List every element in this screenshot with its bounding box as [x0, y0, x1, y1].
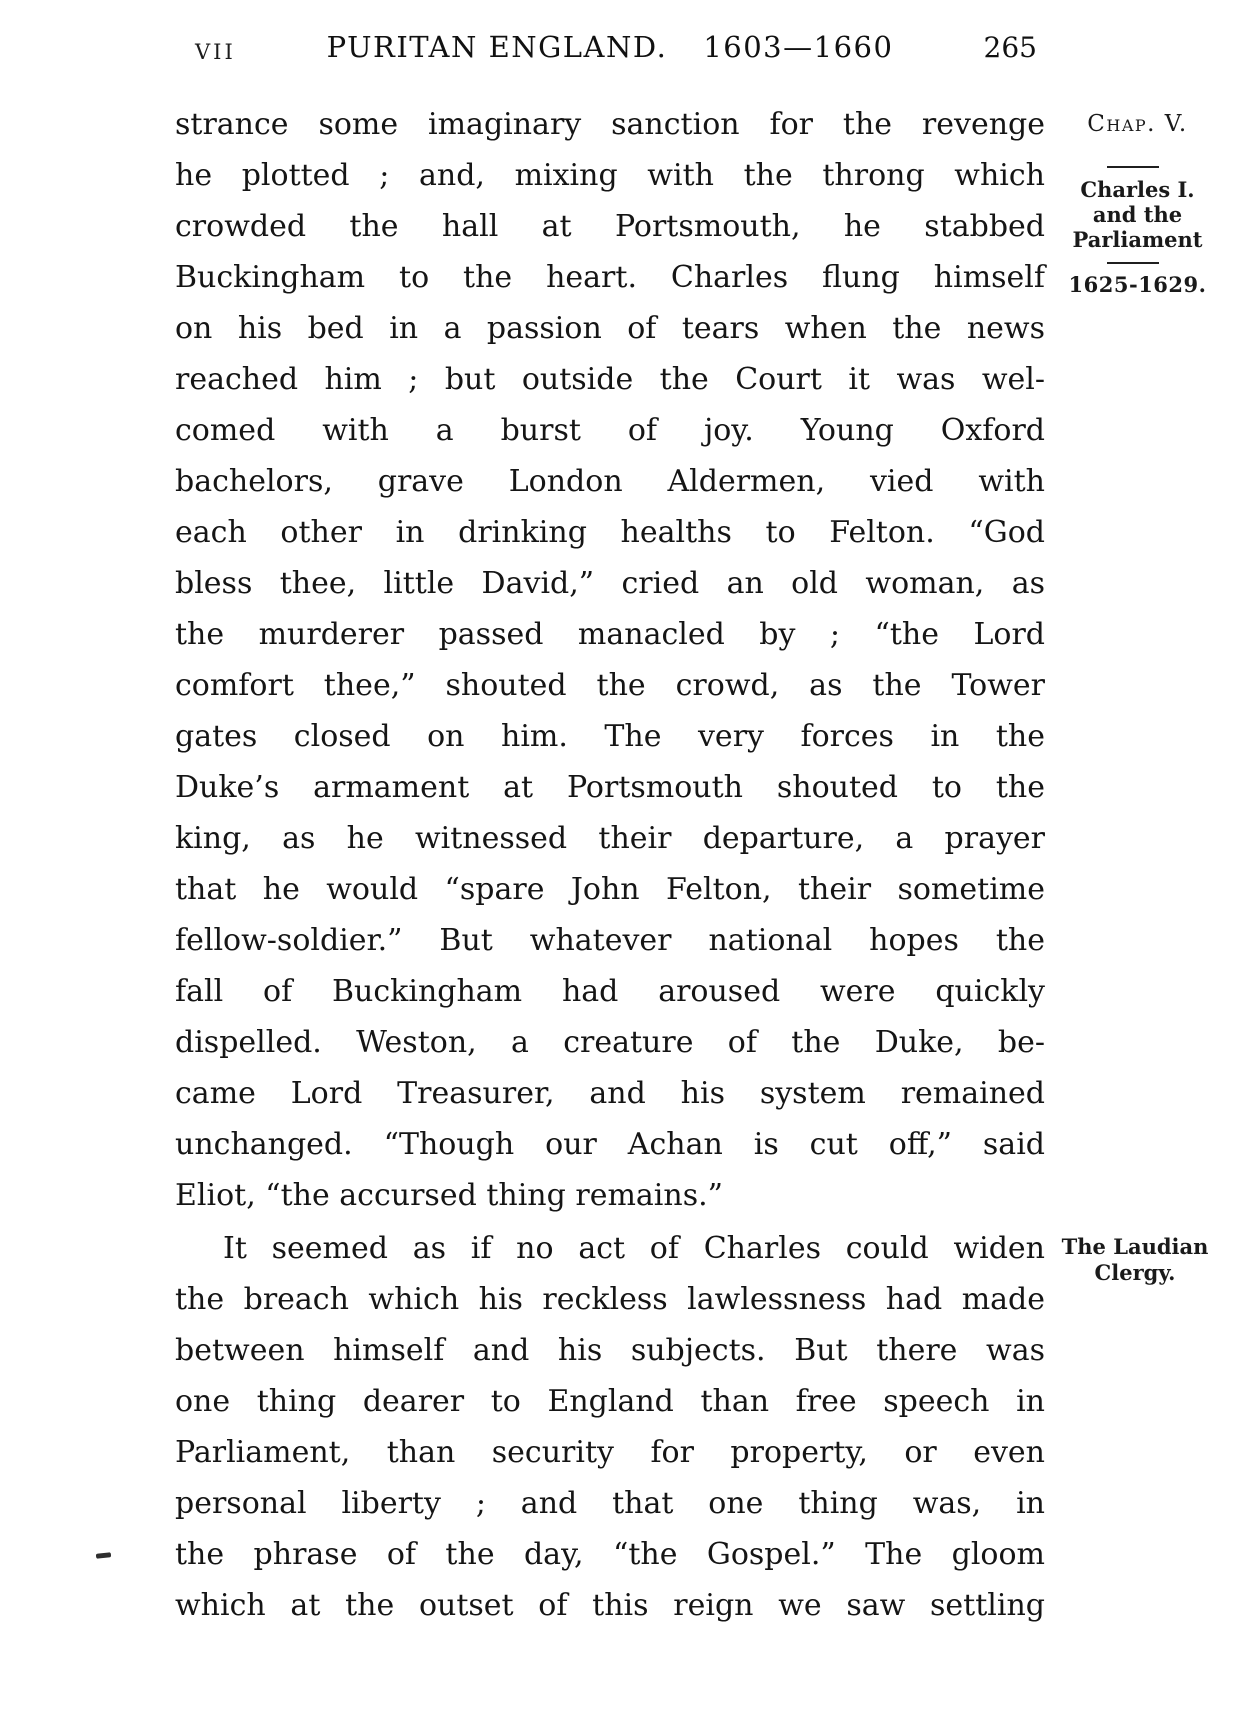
text-line: each other in drinking healths to Felton. “God [175, 515, 1045, 550]
sidenote-divider-rule [1107, 166, 1159, 168]
stray-ink-mark [96, 1552, 111, 1559]
sidenote-laudian-clergy [1050, 1234, 1220, 1286]
header-title-group [175, 30, 1045, 64]
sidenote-line: Parliament [1072, 227, 1203, 252]
text-line: Duke’s armament at Portsmouth shouted to the [175, 770, 1045, 805]
text-line: dispelled. Weston, a creature of the Duke, be- [175, 1025, 1045, 1060]
text-line: between himself and his subjects. But there was [175, 1333, 1045, 1368]
text-line: bachelors, grave London Aldermen, vied with [175, 464, 1045, 499]
text-line: personal liberty ; and that one thing was, in [175, 1486, 1045, 1521]
sidenote-years: 1625-1629. [1068, 272, 1207, 297]
text-line: Buckingham to the heart. Charles flung himself [175, 260, 1045, 295]
text-line: one thing dearer to England than free speech in [175, 1384, 1045, 1419]
paragraph-felton [175, 99, 1045, 1221]
sidenote-divider-rule [1107, 262, 1159, 264]
sidenote-line: The Laudian [1061, 1234, 1209, 1259]
text-line: that he would “spare John Felton, their sometime [175, 872, 1045, 907]
text-line: the murderer passed manacled by ; “the Lord [175, 617, 1045, 652]
text-line: comfort thee,” shouted the crowd, as the Tower [175, 668, 1045, 703]
text-line: fellow-soldier.” But whatever national hopes the [175, 923, 1045, 958]
text-line: he plotted ; and, mixing with the throng which [175, 158, 1045, 193]
text-line: crowded the hall at Portsmouth, he stabbed [175, 209, 1045, 244]
text-line: which at the outset of this reign we saw settling [175, 1588, 1045, 1623]
text-line: Parliament, than security for property, or even [175, 1435, 1045, 1470]
sidenote-line: Clergy. [1094, 1260, 1176, 1285]
header-page-number: 265 [983, 31, 1037, 64]
text-line: bless thee, little David,” cried an old woman, as [175, 566, 1045, 601]
sidenote-chapter: Chap. V. [1087, 111, 1188, 137]
text-line: gates closed on him. The very forces in the [175, 719, 1045, 754]
text-line: strance some imaginary sanction for the revenge [175, 107, 1045, 142]
body-text-column [175, 99, 1045, 1631]
text-line: Eliot, “the accursed thing remains.” [175, 1178, 723, 1213]
header-chapter-numeral: VII [195, 40, 236, 64]
sidenote-line: and the [1092, 202, 1183, 227]
header-title: PURITAN ENGLAND. [326, 30, 668, 64]
running-header [175, 30, 1045, 70]
text-line: the phrase of the day, “the Gospel.” The gloom [175, 1537, 1045, 1572]
text-line: comed with a burst of joy. Young Oxford [175, 413, 1045, 448]
sidenote-line: Charles I. [1080, 177, 1195, 202]
text-line: came Lord Treasurer, and his system remained [175, 1076, 1045, 1111]
text-line: the breach which his reckless lawlessness had made [175, 1282, 1045, 1317]
text-line: reached him ; but outside the Court it was wel- [175, 362, 1045, 397]
header-date-range: 1603—1660 [703, 30, 894, 64]
text-line: king, as he witnessed their departure, a prayer [175, 821, 1045, 856]
sidenote-charles-parliament [1055, 177, 1220, 252]
text-line: fall of Buckingham had aroused were quickly [175, 974, 1045, 1009]
text-line: unchanged. “Though our Achan is cut off,” said [175, 1127, 1045, 1162]
text-line: It seemed as if no act of Charles could widen [223, 1231, 1045, 1266]
paragraph-laudian-clergy [175, 1223, 1045, 1631]
text-line: on his bed in a passion of tears when the news [175, 311, 1045, 346]
